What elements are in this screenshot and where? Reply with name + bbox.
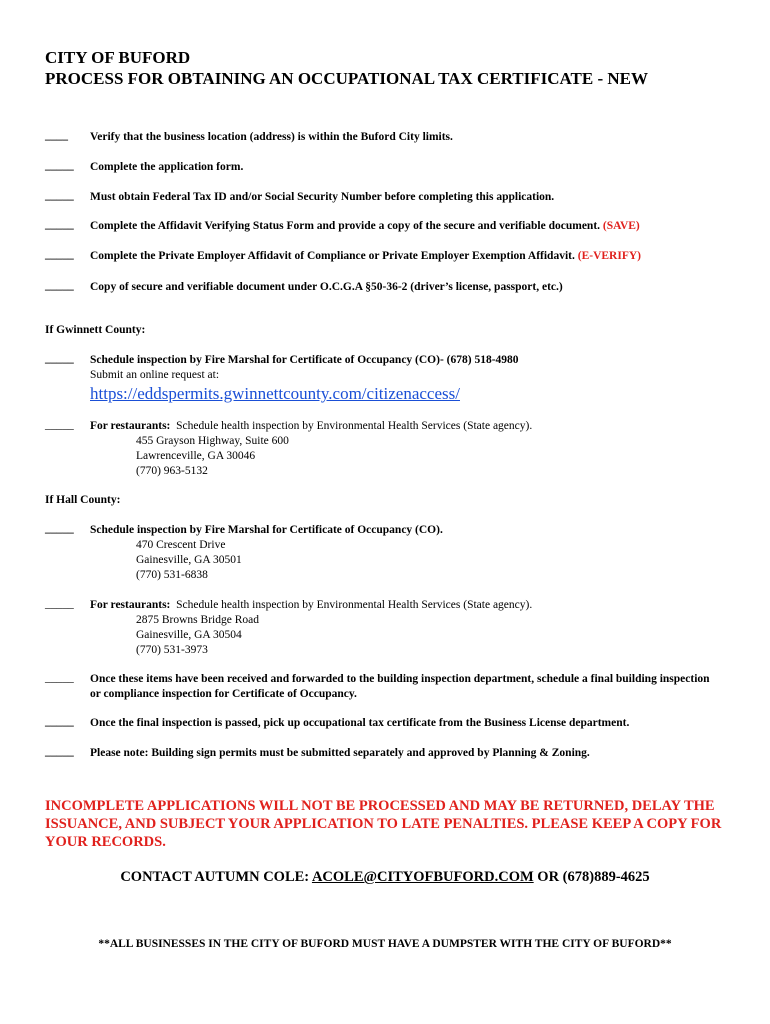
hall-heading: If Hall County: xyxy=(45,494,121,506)
gwinnett-restaurants: For restaurants: Schedule health inspection by Environmental Health Services (State agency). xyxy=(90,420,533,432)
hall-rest-address-1: 2875 Browns Bridge Road xyxy=(136,614,259,626)
step-verify-location: Verify that the business location (address) is within the Buford City limits. xyxy=(90,131,453,143)
checkbox-blank: _____ xyxy=(45,219,74,231)
checkbox-blank: _____ xyxy=(45,249,74,261)
contact-email-link[interactable]: ACOLE@CITYOFBUFORD.COM xyxy=(311,869,534,885)
checkbox-blank: _____ xyxy=(45,190,74,202)
step-final-inspection-schedule: Once these items have been received and forwarded to the building inspection department, schedule a final building inspection or compliance inspection for Certificate of Occupancy. xyxy=(90,673,710,700)
incomplete-applications-warning: INCOMPLETE APPLICATIONS WILL NOT BE PROCESSED AND MAY BE RETURNED, DELAY THE ISSUANCE, AND SUBJECT YOUR APPLICATION TO LATE PENALTIES. PLEASE KEEP A COPY FOR YOUR RECORDS. xyxy=(45,798,722,850)
hall-fire-phone: (770) 531-6838 xyxy=(136,569,208,581)
checkbox-blank: _____ xyxy=(45,353,74,365)
hall-fire-address-1: 470 Crescent Drive xyxy=(136,539,226,551)
checkbox-blank: _____ xyxy=(45,716,74,728)
step-application-form: Complete the application form. xyxy=(90,161,244,173)
document-title: CITY OF BUFORD xyxy=(45,48,191,67)
step-pick-up-certificate: Once the final inspection is passed, pick up occupational tax certificate from the Business License department. xyxy=(90,717,630,729)
checkbox-blank: _____ xyxy=(45,160,74,172)
hall-fire-address-2: Gainesville, GA 30501 xyxy=(136,554,242,566)
step-employer-affidavit: Complete the Private Employer Affidavit of Compliance or Private Employer Exemption Affidavit. (E-VERIFY) xyxy=(90,250,641,262)
checkbox-blank: ____ xyxy=(45,130,68,142)
dumpster-notice: **ALL BUSINESSES IN THE CITY OF BUFORD MUST HAVE A DUMPSTER WITH THE CITY OF BUFORD** xyxy=(98,938,672,950)
checkbox-blank: _____ xyxy=(45,746,74,758)
contact-line: CONTACT AUTUMN COLE: ACOLE@CITYOFBUFORD.COM OR (678)889-4625 xyxy=(120,869,650,885)
document-subtitle: PROCESS FOR OBTAINING AN OCCUPATIONAL TAX CERTIFICATE - NEW xyxy=(45,69,648,88)
step-secure-document: Copy of secure and verifiable document under O.C.G.A §50-36-2 (driver’s license, passport, etc.) xyxy=(90,281,563,293)
gwinnett-permit-link[interactable]: https://eddspermits.gwinnettcounty.com/citizenaccess/ xyxy=(90,384,460,403)
everify-tag: (E-VERIFY) xyxy=(577,250,641,262)
gwinnett-rest-address-1: 455 Grayson Highway, Suite 600 xyxy=(136,435,289,447)
hall-rest-phone: (770) 531-3973 xyxy=(136,644,208,656)
gwinnett-rest-address-2: Lawrenceville, GA 30046 xyxy=(136,450,256,462)
gwinnett-online-note: Submit an online request at: xyxy=(90,369,220,381)
checkbox-blank: _____ xyxy=(45,672,74,684)
hall-rest-address-2: Gainesville, GA 30504 xyxy=(136,629,242,641)
hall-fire-marshal: Schedule inspection by Fire Marshal for Certificate of Occupancy (CO). xyxy=(90,524,443,536)
checkbox-blank: _____ xyxy=(45,523,74,535)
checkbox-blank: _____ xyxy=(45,419,74,431)
step-affidavit-status: Complete the Affidavit Verifying Status Form and provide a copy of the secure and verifiable document. (SAVE) xyxy=(90,220,640,232)
step-federal-tax-id: Must obtain Federal Tax ID and/or Social Security Number before completing this application. xyxy=(90,191,555,203)
gwinnett-heading: If Gwinnett County: xyxy=(45,324,146,336)
gwinnett-fire-marshal: Schedule inspection by Fire Marshal for Certificate of Occupancy (CO)- (678) 518-4980 xyxy=(90,354,519,366)
checkbox-blank: _____ xyxy=(45,598,74,610)
gwinnett-rest-phone: (770) 963-5132 xyxy=(136,465,208,477)
step-sign-permits-note: Please note: Building sign permits must be submitted separately and approved by Planning & Zoning. xyxy=(90,747,590,759)
save-tag: (SAVE) xyxy=(602,220,640,232)
hall-restaurants: For restaurants: Schedule health inspection by Environmental Health Services (State agency). xyxy=(90,599,533,611)
checkbox-blank: _____ xyxy=(45,280,74,292)
